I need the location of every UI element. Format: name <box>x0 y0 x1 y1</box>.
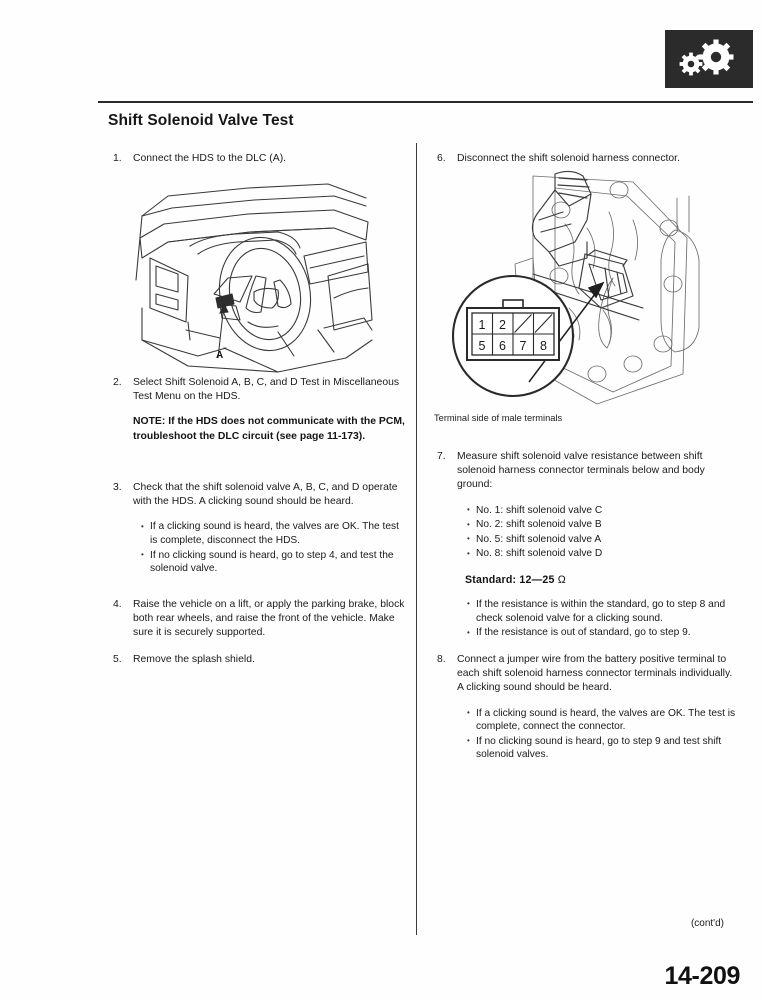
engine-harness-connector-illustration <box>437 168 709 413</box>
list-item: • If the resistance is out of standard, go to step 9. <box>467 626 737 640</box>
figure-callout-a: A <box>216 350 224 361</box>
gears-icon <box>665 30 753 88</box>
step-text: Measure shift solenoid valve resistance between shift solenoid harness connector terminals below and body ground: <box>457 451 705 491</box>
note-dlc-circuit: NOTE: If the HDS does not communicate with the PCM, troubleshoot the DLC circuit (see page 11-173). <box>133 416 405 442</box>
step-1 <box>113 152 405 166</box>
step-number: 4. <box>113 599 122 610</box>
step-5 <box>113 653 405 667</box>
step-8 <box>437 653 737 696</box>
list-item: • No. 1: shift solenoid valve C <box>467 504 737 518</box>
connector-detail <box>467 300 559 360</box>
svg-text:5: 5 <box>478 339 486 353</box>
page-title: Shift Solenoid Valve Test <box>108 112 294 129</box>
page-number: 14-209 <box>664 962 740 990</box>
list-item: • If the resistance is within the standard, go to step 8 and check solenoid valve for a clicking sound. <box>467 598 737 625</box>
continued-marker: (cont'd) <box>690 918 724 929</box>
step-text: Raise the vehicle on a lift, or apply the parking brake, block both rear wheels, and raise the front of the vehicle. Make sure it is securely supported. <box>133 599 405 639</box>
dashboard-dlc-illustration <box>128 180 373 375</box>
step-4 <box>113 598 405 641</box>
step-text: Connect a jumper wire from the battery positive terminal to each shift solenoid harness connector terminals individually. A clicking sound should be heard. <box>457 654 733 694</box>
step-number: 5. <box>113 654 122 665</box>
terminal-assignment-list <box>437 504 737 561</box>
standard-label: Standard: <box>465 573 517 586</box>
list-item: • If a clicking sound is heard, the valves are OK. The test is complete, connect the connector. <box>467 707 737 734</box>
svg-text:7: 7 <box>519 339 527 353</box>
svg-text:8: 8 <box>540 339 547 353</box>
step-number: 3. <box>113 482 122 493</box>
svg-text:2: 2 <box>499 318 506 332</box>
ohm-unit: Ω <box>557 573 566 586</box>
step-number: 8. <box>437 654 446 665</box>
svg-text:1: 1 <box>478 318 486 332</box>
connector-caption: Terminal side of male terminals <box>434 413 563 423</box>
step-7 <box>437 450 737 493</box>
list-item: • No. 5: shift solenoid valve A <box>467 533 737 547</box>
list-item: • No. 8: shift solenoid valve D <box>467 547 737 561</box>
svg-text:6: 6 <box>499 339 506 353</box>
step-text: Connect the HDS to the DLC (A). <box>133 153 287 164</box>
step-2 <box>113 376 405 404</box>
step-3-bullet-list <box>113 520 405 575</box>
step-7-bullet-list <box>437 598 737 640</box>
resistance-standard <box>465 574 737 586</box>
step-text: Select Shift Solenoid A, B, C, and D Test in Miscellaneous Test Menu on the HDS. <box>133 377 400 403</box>
list-item: • If no clicking sound is heard, go to step 4, and test the solenoid valve. <box>141 549 405 576</box>
step-number: 7. <box>437 451 446 462</box>
header-divider <box>98 101 753 103</box>
column-divider <box>416 143 417 935</box>
step-text: Disconnect the shift solenoid harness connector. <box>457 153 680 164</box>
step-number: 6. <box>437 153 446 164</box>
list-item: • If a clicking sound is heard, the valves are OK. The test is complete, disconnect the HDS. <box>141 520 405 547</box>
list-item: • No. 2: shift solenoid valve B <box>467 518 737 532</box>
step-number: 2. <box>113 377 122 388</box>
list-item: • If no clicking sound is heard, go to step 9 and test shift solenoid valves. <box>467 735 737 762</box>
standard-value: 12—25 <box>519 573 555 586</box>
step-6 <box>437 152 737 166</box>
step-3 <box>113 481 405 509</box>
step-text: Remove the splash shield. <box>133 654 255 665</box>
step-number: 1. <box>113 153 122 164</box>
step-text: Check that the shift solenoid valve A, B, C, and D operate with the HDS. A clicking sound should be heard. <box>133 482 398 508</box>
step-8-bullet-list <box>437 707 737 762</box>
